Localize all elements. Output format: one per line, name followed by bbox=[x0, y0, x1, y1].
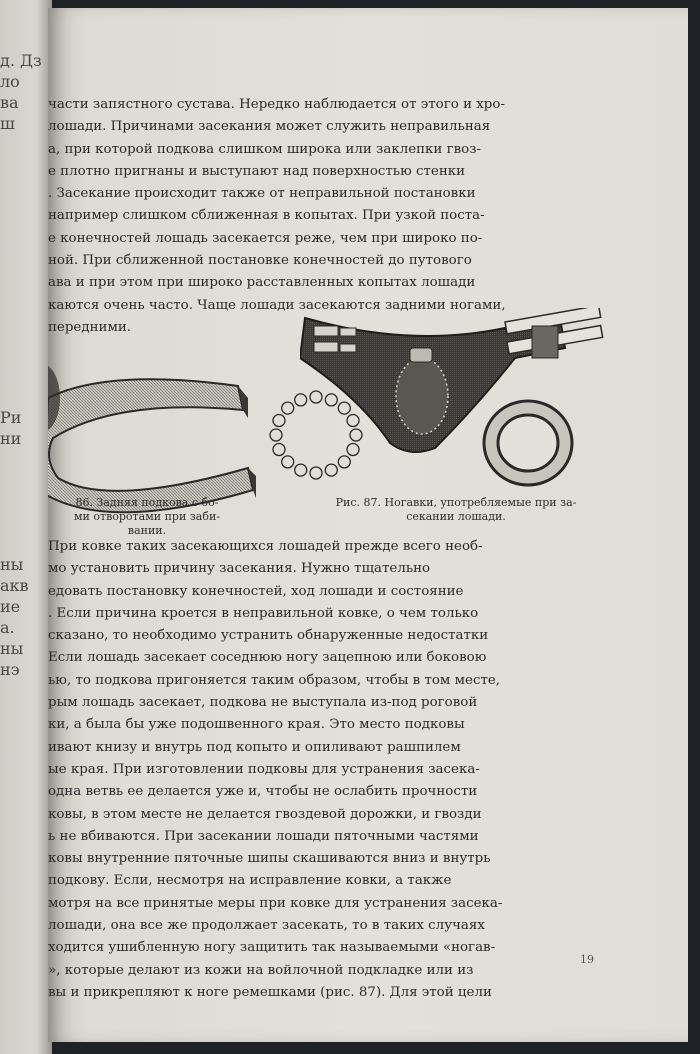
text-line: е конечностей лошадь засекается реже, чем при широко по- bbox=[48, 230, 483, 246]
text-line: При ковке таких засекающихся лошадей прежде всего необ- bbox=[48, 539, 483, 554]
left-page-fragment bbox=[0, 323, 52, 344]
left-page-fragment bbox=[0, 533, 52, 554]
figure-87-ring-illustration bbox=[478, 393, 578, 493]
text-line: ходится ушибленную ногу защитить так называемыми «ногав- bbox=[48, 940, 496, 956]
text-line: . Если причина кроется в неправильной ковке, о чем только bbox=[48, 605, 479, 621]
left-page-fragment: ш bbox=[0, 114, 15, 133]
left-page-fragment bbox=[0, 785, 52, 806]
text-line: », которые делают из кожи на войлочной подкладке или из bbox=[48, 962, 474, 978]
text-line: мотря на все принятые меры при ковке для устранения засека- bbox=[48, 895, 503, 911]
left-page-fragment bbox=[0, 260, 52, 281]
left-page-fragment bbox=[0, 302, 52, 323]
left-page-fragment: ни bbox=[0, 429, 22, 448]
text-line: ной. При сближенной постановке конечностей до путового bbox=[48, 253, 472, 269]
text-line: ковы, в этом месте не делается гвоздевой дорожки, и гвозди bbox=[48, 806, 482, 822]
left-page-fragment bbox=[0, 281, 52, 302]
text-line: части запястного сустава. Нередко наблюдается от этого и хро- bbox=[48, 97, 505, 112]
figure-86-caption bbox=[48, 496, 252, 538]
text-line: сказано, то необходимо устранить обнаруженные недостатки bbox=[48, 628, 489, 644]
left-page-fragment: ны bbox=[0, 639, 24, 658]
left-page-fragment bbox=[0, 512, 52, 533]
text-line: вы и прикрепляют к ноге ремешками (рис. 87). Для этой цели bbox=[48, 984, 492, 1000]
text-line: ые края. При изготовлении подковы для устранения засека- bbox=[48, 761, 480, 777]
left-page-fragment: Ри bbox=[0, 408, 22, 427]
figures-area bbox=[48, 303, 652, 543]
figure-86-caption-line: вании. bbox=[127, 524, 167, 537]
text-line: ковы внутренние пяточные шипы скашиваются вниз и внутрь bbox=[48, 851, 491, 867]
text-line: Если лошадь засекает соседнюю ногу зацепною или боковою bbox=[48, 650, 487, 666]
left-page-fragment bbox=[0, 239, 52, 260]
figure-87-caption bbox=[286, 496, 626, 524]
text-line: ью, то подкова пригоняется таким образом, чтобы в том месте, bbox=[48, 672, 501, 688]
left-page-text-fragments bbox=[0, 50, 52, 806]
left-page-fragment: ие bbox=[0, 597, 21, 616]
text-line: лошади. Причинами засекания может служить неправильная bbox=[48, 119, 491, 135]
text-line: ивают книзу и внутрь под копыто и опиливают рашпилем bbox=[48, 739, 461, 755]
text-line: едовать постановку конечностей, ход лошади и состояние bbox=[48, 583, 464, 599]
left-page-fragment bbox=[0, 722, 52, 743]
text-line: . Засекание происходит также от неправильной постановки bbox=[48, 186, 476, 202]
left-page-fragment bbox=[0, 386, 52, 407]
left-page-fragment bbox=[0, 743, 52, 764]
text-line: каются очень часто. Чаще лошади засекаются задними ногами, bbox=[48, 297, 506, 313]
left-page-fragment: а. bbox=[0, 618, 15, 637]
text-line: е плотно пригнаны и выступают над поверхностью стенки bbox=[48, 163, 466, 179]
left-page-fragment: ны bbox=[0, 555, 24, 574]
left-page-fragment bbox=[0, 491, 52, 512]
main-paragraph bbox=[48, 536, 652, 1004]
left-page-fragment bbox=[0, 134, 52, 155]
book-page bbox=[48, 8, 688, 1042]
figure-87-ball-ring-illustration bbox=[266, 385, 366, 485]
left-page-fragment bbox=[0, 470, 52, 491]
left-page-fragment bbox=[0, 176, 52, 197]
left-page-fragment: ло bbox=[0, 72, 20, 91]
left-page-fragment bbox=[0, 218, 52, 239]
text-line: а, при которой подкова слишком широка или заклепки гвоз- bbox=[48, 141, 482, 157]
left-page-fragment bbox=[0, 155, 52, 176]
text-line: подкову. Если, несмотря на исправление ковки, а также bbox=[48, 873, 452, 889]
left-page-fragment bbox=[0, 365, 52, 386]
left-page-fragment: ва bbox=[0, 93, 19, 112]
figure-87-caption-line: Рис. 87. Ногавки, употребляемые при за- bbox=[335, 496, 577, 509]
left-page-fragment bbox=[0, 197, 52, 218]
text-line: ава и при этом при широко расставленных копытах лошади bbox=[48, 275, 476, 291]
figure-86-caption-line: ми отворотами при заби- bbox=[73, 510, 221, 523]
left-page-fragment: д. Дз bbox=[0, 51, 42, 70]
left-page-fragment bbox=[0, 764, 52, 785]
page-number: 19 bbox=[580, 953, 594, 966]
figure-87-caption-line: секании лошади. bbox=[406, 510, 506, 523]
left-page-fragment: нэ bbox=[0, 660, 20, 679]
left-page-fragment bbox=[0, 701, 52, 722]
left-page-fragment bbox=[0, 344, 52, 365]
text-line: ки, а была бы уже подошвенного края. Это место подковы bbox=[48, 717, 465, 733]
left-page-fragment bbox=[0, 449, 52, 470]
left-page-fragment bbox=[0, 680, 52, 701]
text-line: рым лошадь засекает, подкова не выступала из-под роговой bbox=[48, 695, 478, 711]
text-line: ь не вбиваются. При засекании лошади пяточными частями bbox=[48, 828, 479, 844]
text-line: одна ветвь ее делается уже и, чтобы не ослабить прочности bbox=[48, 784, 478, 800]
left-page-edge bbox=[0, 0, 52, 1054]
left-page-fragment: акв bbox=[0, 576, 29, 595]
text-line: мо установить причину засекания. Нужно тщательно bbox=[48, 561, 431, 577]
figure-86-caption-line: 86. Задняя подкова с бо- bbox=[75, 496, 219, 509]
text-line: передними. bbox=[48, 319, 132, 335]
text-line: например слишком сближенная в копытах. При узкой поста- bbox=[48, 208, 485, 224]
text-line: лошади, она все же продолжает засекать, то в таких случаях bbox=[48, 918, 485, 934]
